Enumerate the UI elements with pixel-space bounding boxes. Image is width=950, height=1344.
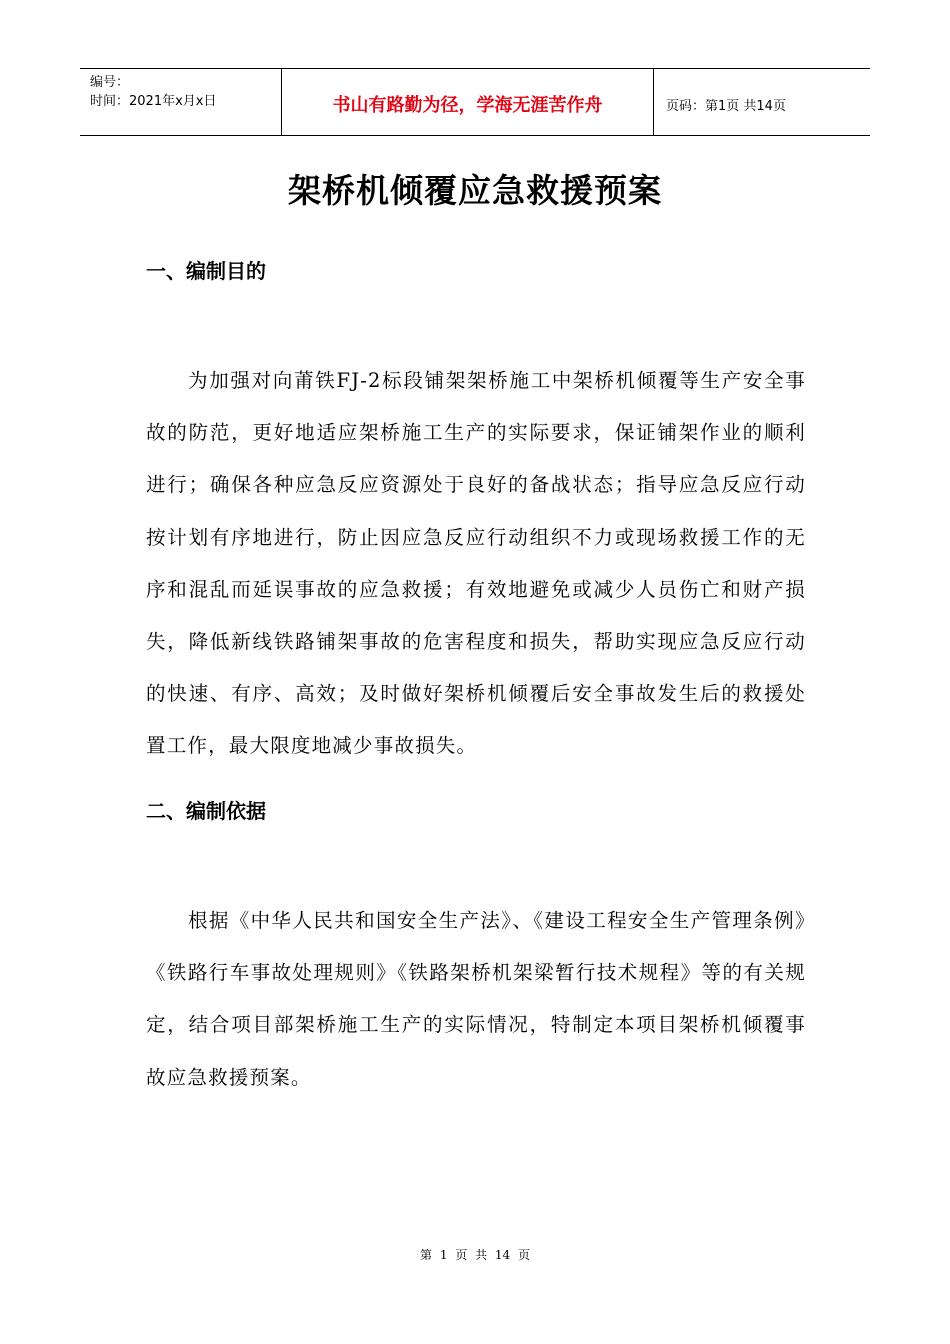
header-meta bbox=[80, 69, 281, 135]
document-title: 架桥机倾覆应急救援预案 bbox=[288, 171, 662, 210]
header-page-info bbox=[654, 69, 870, 135]
document-date: 时间：2021年x月x日 bbox=[90, 94, 217, 109]
section-body-basis: 根据《中华人民共和国安全生产法》、《建设工程安全生产管理条例》《铁路行车事故处理规则》《铁路架桥机架梁暂行技术规程》等的有关规定，结合项目部架桥施工生产的实际情况，特制定本项目架桥机倾覆事故应急救援预案。 bbox=[146, 909, 806, 1089]
section-heading-purpose: 一、编制目的 bbox=[146, 259, 266, 283]
page-info-text: 页码：第1页 共14页 bbox=[666, 98, 786, 114]
document-number-label: 编号： bbox=[90, 75, 130, 90]
page-footer: 第 1 页 共 14 页 bbox=[420, 1248, 530, 1262]
section-body-purpose: 为加强对向莆铁FJ-2标段铺架架桥施工中架桥机倾覆等生产安全事故的防范，更好地适应架桥施工生产的实际要求，保证铺架作业的顺利进行；确保各种应急反应资源处于良好的备战状态；指导应急反应行动按计划有序地进行，防止因应急反应行动组织不力或现场救援工作的无序和混乱而延误事故的应急救援；有效地避免或减少人员伤亡和财产损失，降低新线铁路铺架事故的危害程度和损失，帮助实现应急反应行动的快速、有序、高效；及时做好架桥机倾覆后安全事故发生后的救援处置工作，最大限度地减少事故损失。 bbox=[146, 369, 806, 758]
header-motto bbox=[281, 69, 654, 135]
motto-text: 书山有路勤为径，学海无涯苦作舟 bbox=[332, 95, 603, 116]
section-heading-basis: 二、编制依据 bbox=[146, 799, 266, 823]
page-header bbox=[80, 68, 870, 136]
